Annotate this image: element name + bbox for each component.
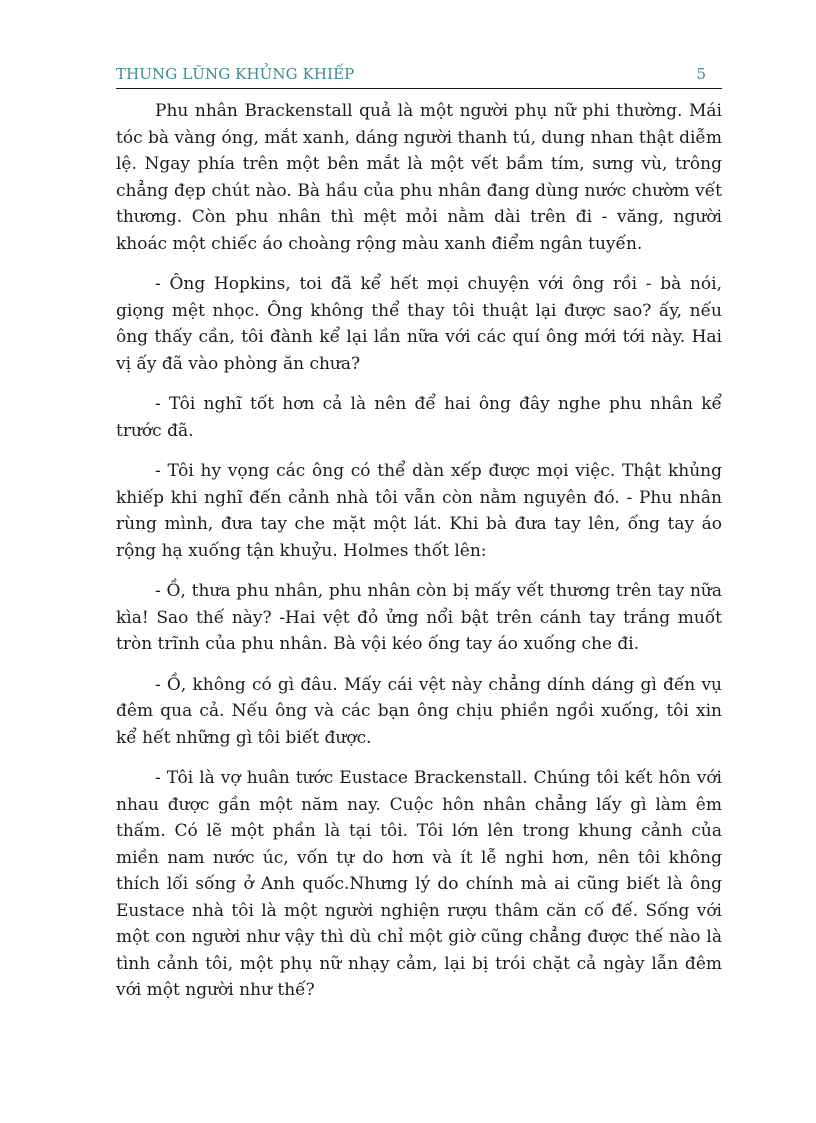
page-body xyxy=(116,98,722,1018)
paragraph: - Tôi hy vọng các ông có thể dàn xếp được mọi việc. Thật khủng khiếp khi nghĩ đến cảnh nhà tôi vẫn còn nằm nguyên đó. - Phu nhân rùng mình, đưa tay che mặt một lát. Khi bà đưa tay lên, ống tay áo rộng hạ xuống tận khuỷu. Holmes thốt lên: xyxy=(116,461,722,561)
page-number: 5 xyxy=(696,65,706,83)
paragraph: - Tôi là vợ huân tước Eustace Brackenstall. Chúng tôi kết hôn với nhau được gần một năm nay. Cuộc hôn nhân chẳng lấy gì làm êm thấm. Có lẽ một phần là tại tôi. Tôi lớn lên trong khung cảnh của miền nam nước úc, vốn tự do hơn và ít lễ nghi hơn, nên tôi không thích lối sống ở Anh quốc.Nhưng lý do chính mà ai cũng biết là ông Eustace nhà tôi là một người nghiện rượu thâm căn cố đế. Sống với một con người như vậy thì dù chỉ một giờ cũng chẳng được thế nào là tình cảnh tôi, một phụ nữ nhạy cảm, lại bị trói chặt cả ngày lẫn đêm với một người như thế? xyxy=(116,768,722,1000)
paragraph: - Tôi nghĩ tốt hơn cả là nên để hai ông đây nghe phu nhân kể trước đã. xyxy=(116,394,722,441)
book-title: THUNG LŨNG KHỦNG KHIẾP xyxy=(116,65,355,83)
paragraph: - Ồ, thưa phu nhân, phu nhân còn bị mấy vết thương trên tay nữa kìa! Sao thế này? -Hai vệt đỏ ửng nổi bật trên cánh tay trắng muốt tròn trĩnh của phu nhân. Bà vội kéo ống tay áo xuống che đi. xyxy=(116,581,722,654)
paragraph: - Ông Hopkins, toi đã kể hết mọi chuyện với ông rồi - bà nói, giọng mệt nhọc. Ông không thể thay tôi thuật lại được sao? ấy, nếu ông thấy cần, tôi đành kể lại lần nữa với các quí ông mới tới này. Hai vị ấy đã vào phòng ăn chưa? xyxy=(116,274,722,374)
paragraph: Phu nhân Brackenstall quả là một người phụ nữ phi thường. Mái tóc bà vàng óng, mắt xanh, dáng người thanh tú, dung nhan thật diễm lệ. Ngay phía trên một bên mắt là một vết bầm tím, sưng vù, trông chẳng đẹp chút nào. Bà hầu của phu nhân đang dùng nước chườm vết thương. Còn phu nhân thì mệt mỏi nằm dài trên đi - văng, người khoác một chiếc áo choàng rộng màu xanh điểm ngân tuyến. xyxy=(116,101,722,254)
running-header xyxy=(116,62,722,89)
paragraph: - Ồ, không có gì đâu. Mấy cái vệt này chẳng dính dáng gì đến vụ đêm qua cả. Nếu ông và các bạn ông chịu phiền ngồi xuống, tôi xin kể hết những gì tôi biết được. xyxy=(116,674,722,748)
